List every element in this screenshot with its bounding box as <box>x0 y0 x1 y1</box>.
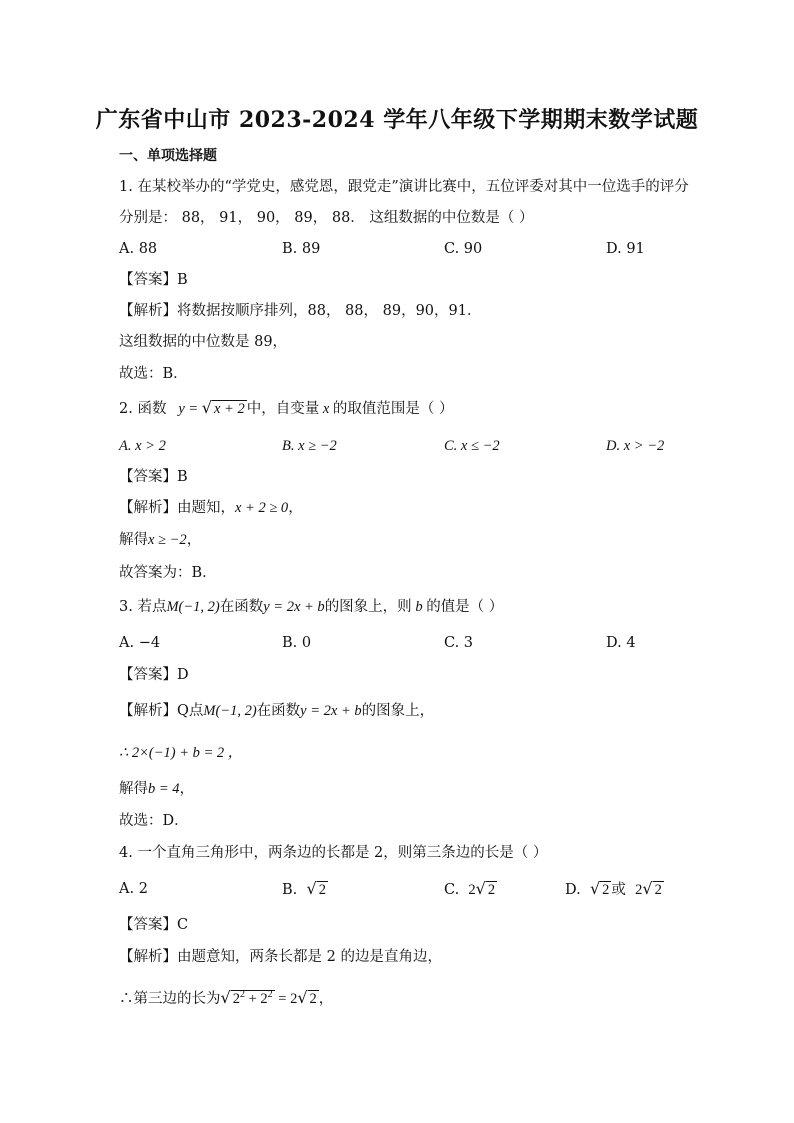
q4-answer: 【答案】C <box>119 917 189 933</box>
q1-analysis-line1: 【解析】将数据按顺序排列，88， 88， 89，90，91． <box>119 303 482 319</box>
q3-stem: 3. 若点M(−1, 2)在函数y = 2x + b的图象上，则 b 的值是（ ） <box>119 599 504 615</box>
q1-option-d: D. 91 <box>606 241 645 257</box>
page-title: 广东省中山市 2023-2024 学年八年级下学期期末数学试题 <box>95 107 699 133</box>
q2-analysis-line3: 故答案为：B． <box>119 565 217 581</box>
sqrt-expression: √ x + 2 <box>201 398 245 417</box>
q3-analysis-line4: 故选：D． <box>119 813 189 829</box>
q3-analysis-line1: 【解析】Q点M(−1, 2)在函数y = 2x + b的图象上， <box>119 703 435 719</box>
q2-analysis-line1: 【解析】由题知，x + 2 ≥ 0， <box>119 500 303 516</box>
q4-option-d: D. √ 2 或 2√ 2 <box>565 879 662 898</box>
q1-option-a: A. 88 <box>119 241 158 257</box>
q4-stem: 4. 一个直角三角形中，两条边的长都是 2，则第三条边的长是（ ） <box>119 845 548 861</box>
q1-option-b: B. 89 <box>282 241 321 257</box>
q3-analysis-line2: ∴ 2×(−1) + b = 2 ， <box>119 745 243 761</box>
q1-stem-line1: 1. 在某校举办的“学党史，感党恩，跟党走”演讲比赛中，五位评委对其中一位选手的评分 <box>119 179 689 195</box>
q1-analysis-line2: 这组数据的中位数是 89， <box>119 334 288 350</box>
q4-option-b: B. √ 2 <box>282 879 326 898</box>
q4-analysis-line1: 【解析】由题意知，两条长都是 2 的边是直角边， <box>119 949 442 965</box>
q2-option-c: C. x ≤ −2 <box>444 438 500 454</box>
q2-option-a: A. x > 2 <box>119 438 166 454</box>
q2-answer: 【答案】B <box>119 469 188 485</box>
q1-stem-line2: 分别是： 88， 91， 90， 89， 88． 这组数据的中位数是（ ） <box>119 210 534 226</box>
q3-answer: 【答案】D <box>119 667 189 683</box>
q2-option-b: B. x ≥ −2 <box>282 438 337 454</box>
q4-option-c: C. 2√ 2 <box>444 879 496 898</box>
q1-answer: 【答案】B <box>119 272 188 288</box>
q4-option-a: A. 2 <box>119 881 148 897</box>
q2-stem: 2. 函数 y = √ x + 2 中，自变量 x 的取值范围是（ ） <box>119 398 454 417</box>
q4-analysis-line2: ∴第三边的长为√ $2^2 + 2^2 = 2√$ 2 ， <box>119 987 334 1007</box>
q2-analysis-line2: 解得x ≥ −2， <box>119 532 202 548</box>
q3-option-c: C. 3 <box>444 635 474 651</box>
q3-option-d: D. 4 <box>606 635 636 651</box>
section-heading: 一、单项选择题 <box>119 148 217 164</box>
q3-option-b: B. 0 <box>282 635 312 651</box>
q2-option-d: D. x > −2 <box>606 438 665 454</box>
q1-analysis-line3: 故选：B． <box>119 366 188 382</box>
q1-option-c: C. 90 <box>444 241 483 257</box>
q3-option-a: A. −4 <box>119 635 161 651</box>
q3-analysis-line3: 解得b = 4， <box>119 781 195 797</box>
